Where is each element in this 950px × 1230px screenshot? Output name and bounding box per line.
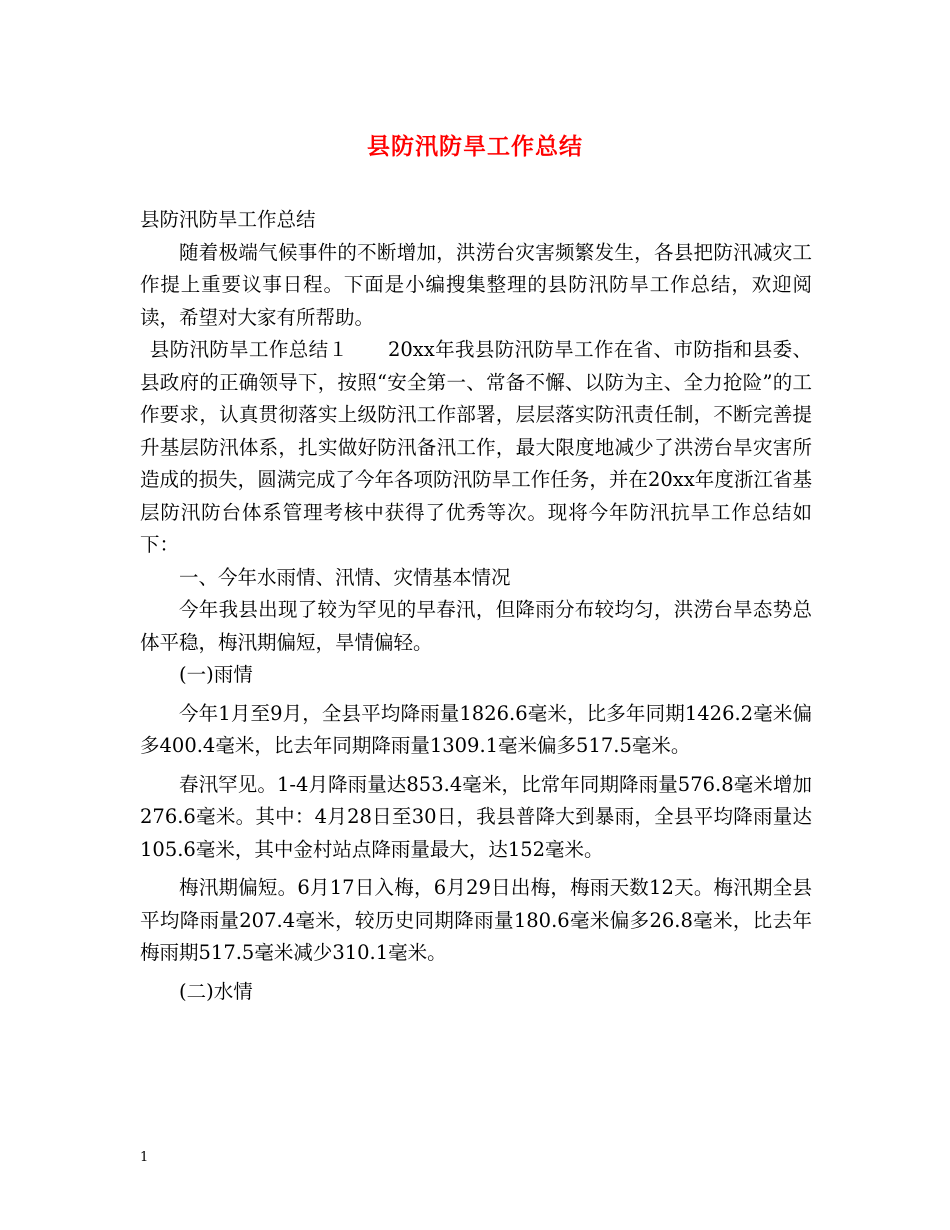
page-title: 县防汛防旱工作总结 [367, 133, 583, 160]
rain-paragraph: 今年1月至9月，全县平均降雨量1826.6毫米，比多年同期1426.2毫米偏多400.4毫米，比去年同期降雨量1309.1毫米偏多517.5毫米。 [140, 701, 812, 757]
intro-paragraph: 随着极端气候事件的不断增加，洪涝台灾害频繁发生，各县把防汛减灾工作提上重要议事日程。下面是小编搜集整理的县防汛防旱工作总结，欢迎阅读，希望对大家有所帮助。 [140, 240, 812, 329]
page-number: 1 [140, 1150, 149, 1165]
plum-rain-paragraph: 梅汛期偏短。6月17日入梅，6月29日出梅，梅雨天数12天。梅汛期全县平均降雨量207.4毫米，较历史同期降雨量180.6毫米偏多26.8毫米，比去年梅雨期517.5毫米减少310.1毫米。 [140, 876, 812, 964]
subsection-heading-rain: (一)雨情 [179, 663, 253, 686]
section-heading-1: 一、今年水雨情、汛情、灾情基本情况 [179, 565, 511, 589]
spring-flood-paragraph: 春汛罕见。1-4月降雨量达853.4毫米，比常年同期降雨量576.8毫米增加276.6毫米。其中：4月28日至30日，我县普降大到暴雨，全县平均降雨量达105.6毫米，其中金村站点降雨量最大，达152毫米。 [140, 772, 812, 861]
document-body [140, 204, 812, 1008]
subtitle-line: 县防汛防旱工作总结 [140, 208, 316, 231]
overview-paragraph: 今年我县出现了较为罕见的早春汛，但降雨分布较均匀，洪涝台旱态势总体平稳，梅汛期偏短，旱情偏轻。 [140, 598, 812, 654]
summary-paragraph: 县防汛防旱工作总结１ 20xx年我县防汛防旱工作在省、市防指和县委、县政府的正确领导下，按照“安全第一、常备不懈、以防为主、全力抢险”的工作要求，认真贯彻落实上级防汛工作部署，层层落实防汛责任制，不断完善提升基层防汛体系，扎实做好防汛备汛工作，最大限度地减少了洪涝台旱灾害所造成的损失，圆满完成了今年各项防汛防旱工作任务，并在20xx年度浙江省基层防汛防台体系管理考核中获得了优秀等次。现将今年防汛抗旱工作总结如下： [140, 338, 812, 556]
subsection-heading-water: (二)水情 [179, 979, 253, 1003]
